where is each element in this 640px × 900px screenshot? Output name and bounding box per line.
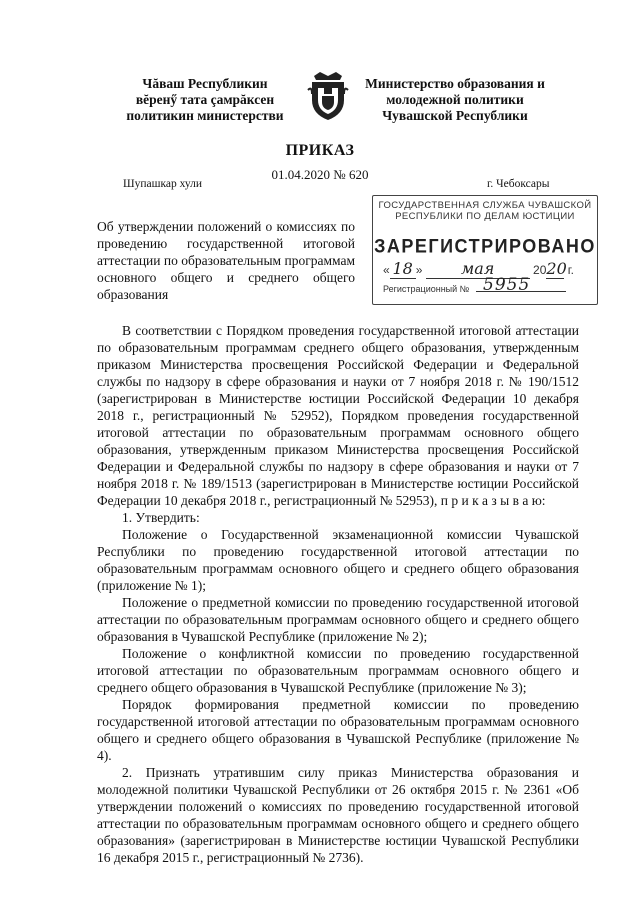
subject-line: Об утверждении положений о комиссиях по [97,219,355,234]
body-paragraph: Положение о Государственной экзаменационной комиссии Чувашской Республики по проведению государственной итоговой аттестации по образовательным программам основного общего и среднего общего образования (приложение № 1); [97,527,579,593]
header-right-line: Министерство образования и [365,76,545,91]
stamp-reg-number: 5955 [483,275,531,295]
header-right-line: Чувашской Республики [382,108,528,123]
stamp-registered-label: ЗАРЕГИСТРИРОВАНО [374,234,596,257]
header-right-line: молодежной политики [386,92,524,107]
header-chuvash [110,76,300,124]
subject-line: образования [97,287,169,302]
order-date-number: 01.04.2020 № 620 [271,167,369,182]
body-paragraph: В соответствии с Порядком проведения государственной итоговой аттестации по образовательным программам среднего общего образования, утвержденным приказом Министерства просвещения Российской Федерации и Федеральной службы по надзору в сфере образования и науки от 7 ноября 2018 г. № 190/1512 (зарегистрирован в Министерстве юстиции Российской Федерации 10 декабря 2018 г., регистрационный № 52952), Порядком проведения государственной итоговой аттестации по образовательным программам основного общего образования, утвержденным приказом Министерства просвещения Российской Федерации и Федеральной службы по надзору в сфере образования и науки от 7 ноября 2018 г. № 189/1513 (зарегистрирован в Министерстве юстиции Российской Федерации 10 декабря 2018 г., регистрационный № 52953), п р и к а з ы в а ю: [97,323,579,508]
header-left-line: вĕренӳ тата çамрăксен [135,92,275,107]
body-paragraph: 2. Признать утратившим силу приказ Министерства образования и молодежной политики Чувашской Республики от 26 октября 2015 г. № 2361 «Об утверждении положений о комиссиях по проведению государственной итоговой аттестации по образовательным программам основного общего и среднего общего образования» (зарегистрирован в Министерстве юстиции Чувашской Республики 16 декабря 2015 г., регистрационный № 2736). [97,765,579,865]
stamp-authority-line: РЕСПУБЛИКИ ПО ДЕЛАМ ЮСТИЦИИ [395,211,575,222]
coat-of-arms-emblem [306,70,350,122]
order-subject [97,218,355,303]
header-left-line: Чăваш Республикин [142,76,268,91]
body-paragraph: Положение о конфликтной комиссии по проведению государственной итоговой аттестации по образовательным программам основного общего и среднего общего образования в Чувашской Республике (приложение № 3); [97,646,579,695]
document-title: ПРИКАЗ [285,142,355,159]
stamp-year-suffix: 20 [546,259,567,278]
stamp-authority-line: ГОСУДАРСТВЕННАЯ СЛУЖБА ЧУВАШСКОЙ [378,200,592,211]
header-russian [360,76,550,124]
stamp-month: мая [461,259,495,278]
body-paragraph: Порядок формирования предметной комиссии по проведению государственной итоговой аттестации по образовательным программам основного общего и среднего общего образования в Чувашской Республике (приложение № 4). [97,697,579,763]
stamp-year-prefix: 20 [533,263,547,277]
subject-line: аттестации по образовательным программам [97,253,355,268]
subject-line: проведению государственной итоговой [97,236,355,251]
header-left-line: политикин министерстви [126,108,284,123]
stamp-day: 18 [392,259,413,278]
body-paragraph: Положение о предметной комиссии по проведению государственной итоговой аттестации по образовательным программам основного общего и среднего общего образования в Чувашской Республике (приложение № 2); [97,595,579,644]
registration-stamp [372,195,598,305]
stamp-registration [383,275,566,295]
order-body [97,322,579,866]
subject-line: основного общего и среднего общего [97,270,355,285]
stamp-reg-label: Регистрационный № [383,284,470,294]
place-russian: г. Чебоксары [487,178,550,190]
stamp-year-end: г. [567,263,574,277]
stamp-date: « 18 » мая 2020 г. [383,259,574,278]
body-paragraph: 1. Утвердить: [122,510,200,525]
place-chuvash: Шупашкар хули [123,178,203,190]
